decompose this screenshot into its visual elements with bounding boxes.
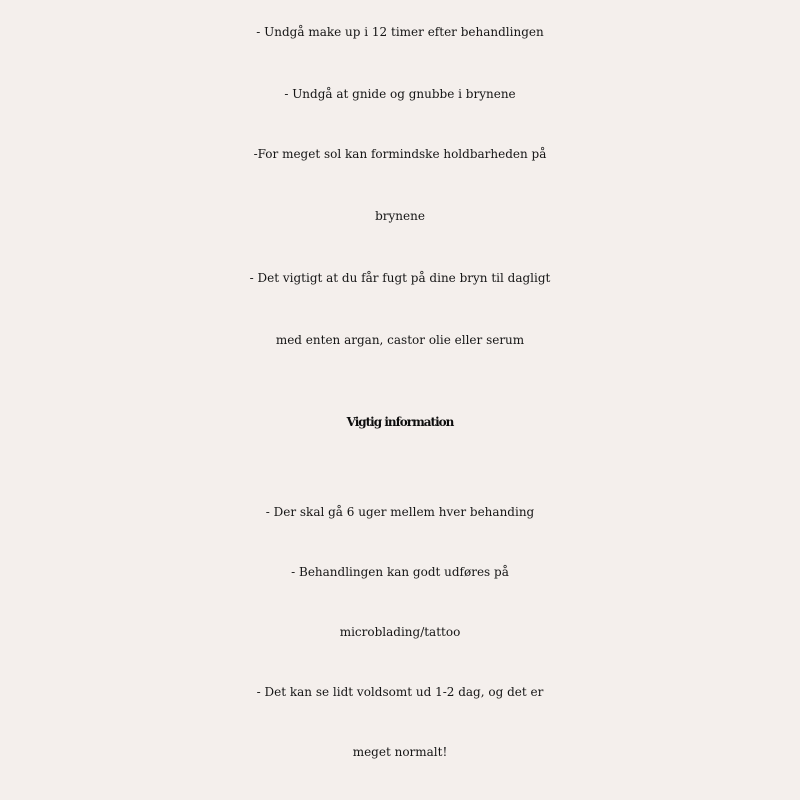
- info-line-appearance: - Det kan se lidt voldsomt ud 1-2 dag, og det er: [256, 685, 544, 699]
- aftercare-line-rubbing: - Undgå at gnide og gnubbe i brynene: [284, 87, 516, 101]
- aftercare-line-moisture: - Det vigtigt at du får fugt på dine bryn til dagligt: [249, 271, 551, 285]
- info-line-treatment: - Behandlingen kan godt udføres på: [291, 565, 509, 579]
- info-line-treatment-continued: microblading/tattoo: [339, 625, 461, 639]
- aftercare-line-sun-continued: brynene: [375, 209, 425, 223]
- aftercare-line-moisture-continued: med enten argan, castor olie eller serum: [275, 333, 525, 347]
- aftercare-line-makeup: - Undgå make up i 12 timer efter behandlingen: [256, 25, 544, 39]
- section-heading: Vigtig information: [346, 415, 454, 429]
- info-line-appearance-continued: meget normalt!: [352, 745, 448, 759]
- aftercare-line-sun: -For meget sol kan formindske holdbarheden på: [253, 147, 547, 161]
- info-line-interval: - Der skal gå 6 uger mellem hver behanding: [265, 505, 535, 519]
